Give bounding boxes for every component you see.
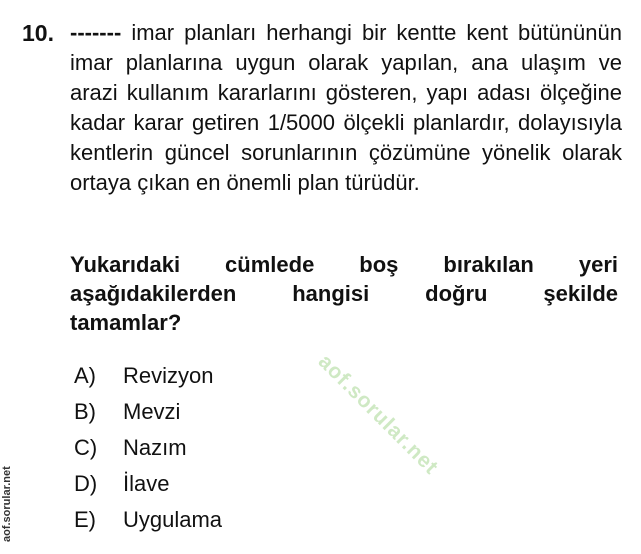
question-number: 10. [22, 20, 54, 46]
option-letter: D) [74, 471, 98, 496]
option-text: Mevzi [123, 399, 181, 424]
option-text: Uygulama [123, 507, 223, 532]
prompt-line-1: Yukarıdaki cümlede boş bırakılan yeri [70, 252, 618, 277]
option-letter: C) [74, 435, 98, 460]
option-text: İlave [123, 471, 170, 496]
question-text [70, 18, 622, 198]
question-line-3: ana ulaşım ve arazi kullanım kararlarını gösteren, [70, 50, 622, 105]
option-e[interactable] [74, 502, 222, 538]
prompt-line-3: tamamlar? [70, 310, 182, 335]
question-line-4: yapı adası ölçeğine kadar karar getiren 1/5000 [70, 80, 622, 135]
option-letter: E) [74, 507, 96, 532]
question-line-5: ölçekli planlardır, dolayısıyla kentlerin güncel [70, 110, 622, 165]
question-prompt [70, 250, 618, 337]
question-blank: ------- [70, 20, 122, 45]
option-d[interactable] [74, 466, 222, 502]
option-letter: A) [74, 363, 96, 388]
option-text: Revizyon [123, 363, 214, 388]
question-line-7: çıkan en önemli plan türüdür. [137, 170, 420, 195]
question-line-1: imar planları herhangi bir kentte kent [131, 20, 508, 45]
option-text: Nazım [123, 435, 187, 460]
question-line-6: sorunlarının çözümüne yönelik olarak ortaya [70, 140, 622, 195]
option-a[interactable] [74, 358, 222, 394]
option-b[interactable] [74, 394, 222, 430]
diagonal-watermark: aof.sorular.net [313, 350, 443, 480]
side-watermark: aof.sorular.net [1, 466, 13, 542]
answer-options [74, 358, 222, 538]
option-c[interactable] [74, 430, 222, 466]
option-letter: B) [74, 399, 96, 424]
prompt-line-2: aşağıdakilerden hangisi doğru şekilde [70, 281, 618, 306]
question-line-2: bütününün imar planlarına uygun olarak yapılan, [70, 20, 622, 75]
